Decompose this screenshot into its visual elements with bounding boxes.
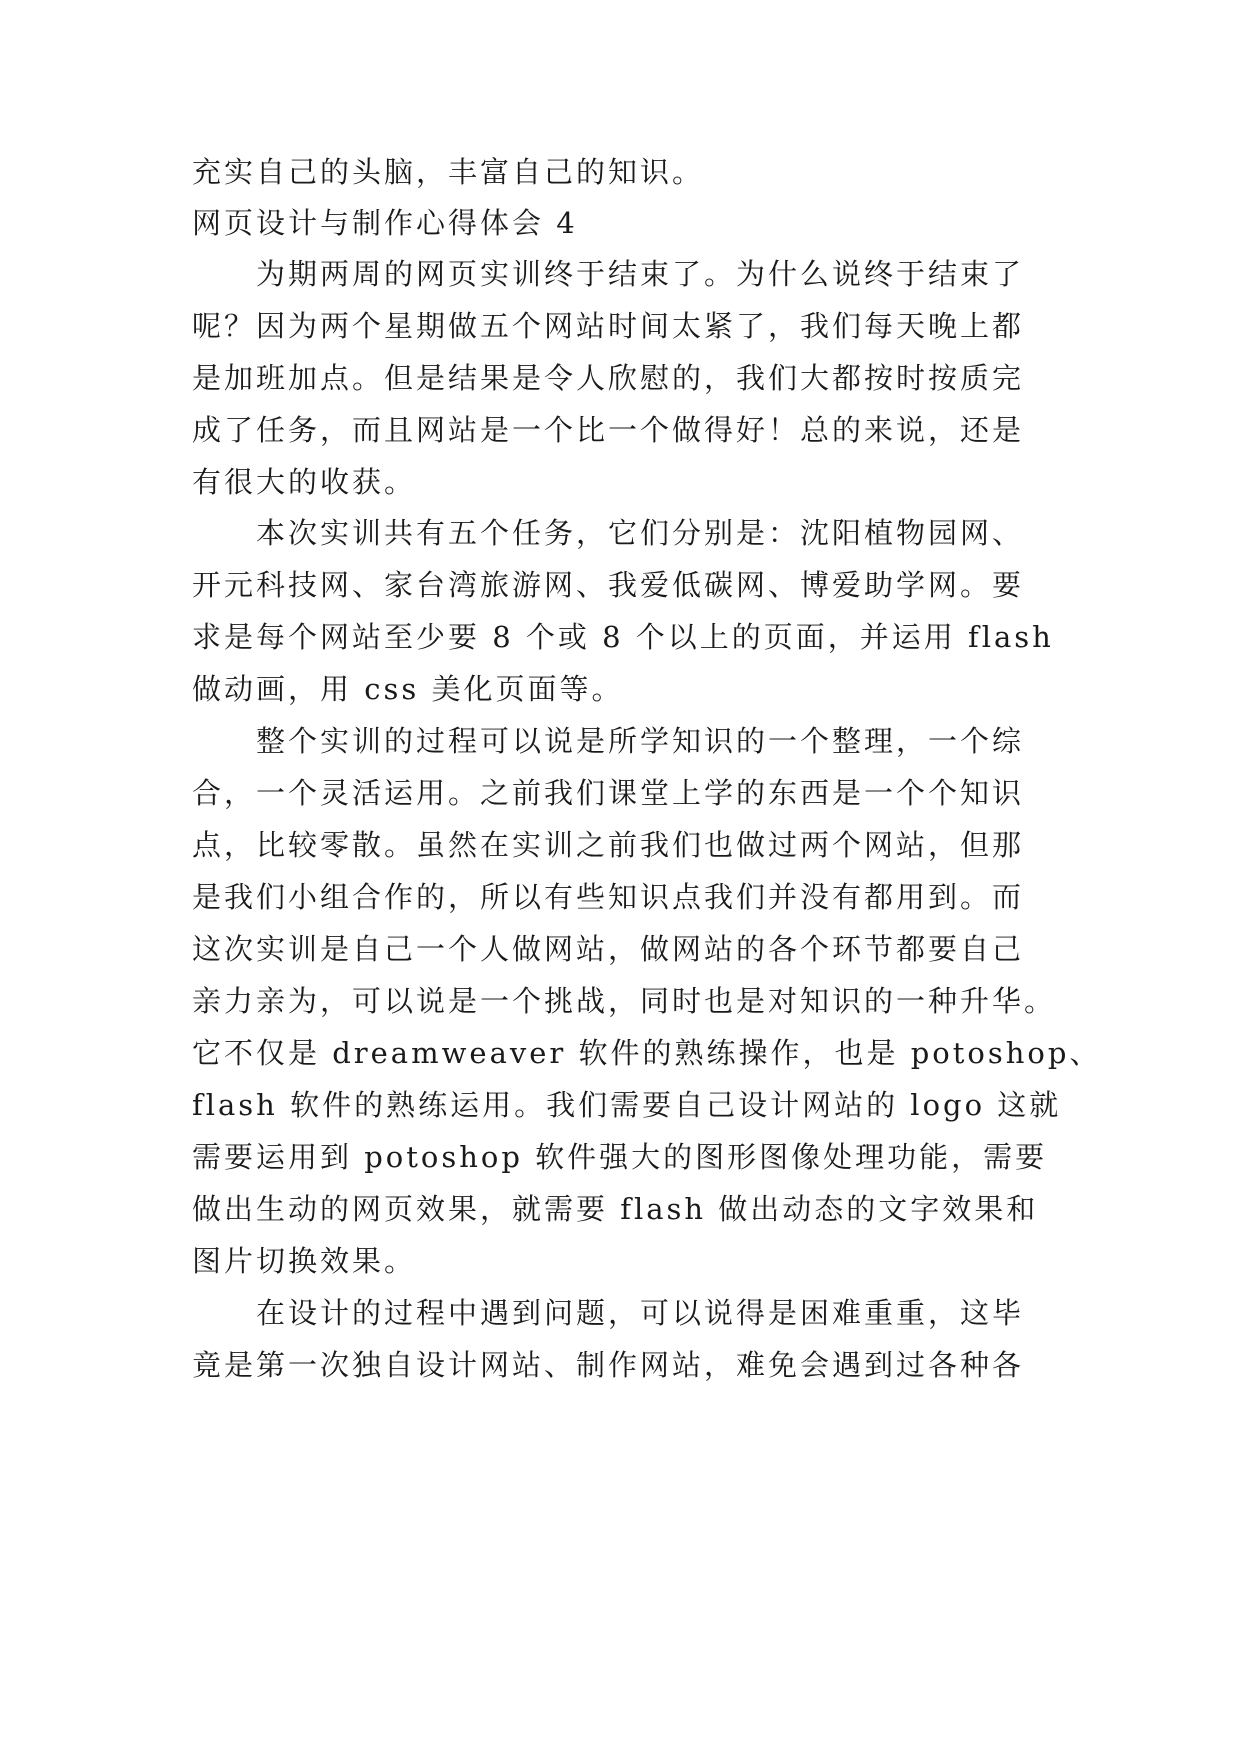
text-line: 求是每个网站至少要 8 个或 8 个以上的页面，并运用 flash: [192, 620, 1054, 654]
text-line: 图片切换效果。: [192, 1244, 417, 1278]
text-line: 成了任务，而且网站是一个比一个做得好！总的来说，还是: [192, 413, 1025, 447]
text-line: 点，比较零散。虽然在实训之前我们也做过两个网站，但那: [192, 828, 1025, 862]
text-line: 是加班加点。但是结果是令人欣慰的，我们大都按时按质完: [192, 361, 1025, 395]
text-line: 本次实训共有五个任务，它们分别是：沈阳植物园网、: [192, 516, 1025, 550]
text-line: 有很大的收获。: [192, 465, 417, 499]
text-line: 为期两周的网页实训终于结束了。为什么说终于结束了: [192, 257, 1025, 291]
text-line: 竟是第一次独自设计网站、制作网站，难免会遇到过各种各: [192, 1348, 1025, 1382]
text-line: 做出生动的网页效果，就需要 flash 做出动态的文字效果和: [192, 1192, 1039, 1226]
text-line: 合，一个灵活运用。之前我们课堂上学的东西是一个个知识: [192, 776, 1025, 810]
text-line: flash 软件的熟练运用。我们需要自己设计网站的 logo 这就: [192, 1088, 1062, 1122]
text-line: 充实自己的头脑，丰富自己的知识。: [192, 155, 705, 189]
section-heading: 网页设计与制作心得体会 4: [192, 206, 578, 240]
text-line: 它不仅是 dreamweaver 软件的熟练操作，也是 potoshop、: [192, 1036, 1102, 1070]
text-line: 整个实训的过程可以说是所学知识的一个整理，一个综: [192, 724, 1025, 758]
text-line: 是我们小组合作的，所以有些知识点我们并没有都用到。而: [192, 880, 1025, 914]
text-line: 开元科技网、家台湾旅游网、我爱低碳网、博爱助学网。要: [192, 568, 1025, 602]
text-line: 做动画，用 css 美化页面等。: [192, 672, 624, 706]
text-line: 需要运用到 potoshop 软件强大的图形图像处理功能，需要: [192, 1140, 1048, 1174]
text-line: 亲力亲为，可以说是一个挑战，同时也是对知识的一种升华。: [192, 984, 1057, 1018]
text-line: 呢？因为两个星期做五个网站时间太紧了，我们每天晚上都: [192, 309, 1025, 343]
text-line: 这次实训是自己一个人做网站，做网站的各个环节都要自己: [192, 932, 1025, 966]
text-line: 在设计的过程中遇到问题，可以说得是困难重重，这毕: [192, 1296, 1025, 1330]
